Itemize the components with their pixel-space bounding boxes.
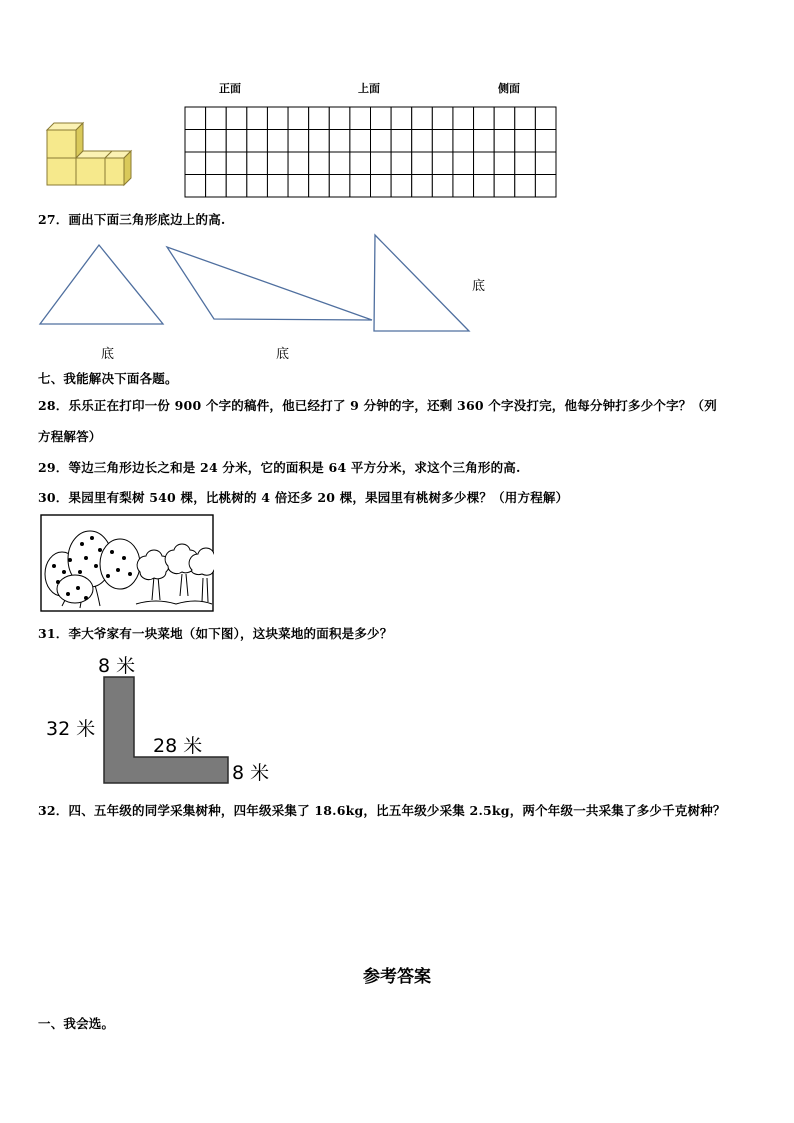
grid-cell[interactable] — [474, 130, 495, 153]
question-31-text: 31．李大爷家有一块菜地（如下图），这块菜地的面积是多少？ — [38, 626, 393, 641]
grid-cell[interactable] — [288, 175, 309, 198]
grid-cell[interactable] — [247, 152, 268, 175]
grid-cell[interactable] — [535, 107, 556, 130]
triangle-obtuse — [167, 247, 372, 320]
grid-cell[interactable] — [329, 107, 350, 130]
l-shaped-plot — [100, 674, 232, 786]
grid-cell[interactable] — [185, 107, 206, 130]
grid-cell[interactable] — [226, 175, 247, 198]
grid-cell[interactable] — [247, 130, 268, 153]
answer-section-1-heading: 一、我会选。 — [38, 1016, 115, 1031]
grid-cell[interactable] — [309, 175, 330, 198]
grid-cell[interactable] — [206, 130, 227, 153]
grid-cell[interactable] — [226, 152, 247, 175]
grid-cell[interactable] — [412, 107, 433, 130]
pear-tree-canopy — [100, 539, 140, 589]
grid-cell[interactable] — [185, 152, 206, 175]
grid-cell[interactable] — [371, 152, 392, 175]
grid-cell[interactable] — [391, 130, 412, 153]
question-30-text: 30．果园里有梨树 540 棵，比桃树的 4 倍还多 20 棵，果园里有桃树多少棵？（用方程解） — [38, 490, 569, 505]
cube-front-face — [47, 130, 76, 158]
grid-cell[interactable] — [185, 175, 206, 198]
view-label-top: 上面 — [358, 82, 380, 95]
grid-cell[interactable] — [474, 107, 495, 130]
orchard-illustration — [40, 514, 214, 612]
label-right-height: 8 米 — [232, 762, 270, 784]
grid-cell[interactable] — [412, 152, 433, 175]
grid-cell[interactable] — [350, 130, 371, 153]
base-label-acute-triangle: 底 — [101, 347, 115, 362]
triangle-acute — [40, 245, 163, 324]
grid-cell[interactable] — [226, 130, 247, 153]
cube-front-face — [76, 158, 105, 185]
view-drawing-grid[interactable] — [184, 106, 557, 198]
question-29-text: 29．等边三角形边长之和是 24 分米，它的面积是 64 平方分米，求这个三角形的高. — [38, 460, 521, 475]
grid-cell[interactable] — [515, 107, 536, 130]
grid-cell[interactable] — [432, 175, 453, 198]
grid-cell[interactable] — [267, 130, 288, 153]
answer-key-title: 参考答案 — [363, 967, 431, 987]
question-27-text: 27．画出下面三角形底边上的高. — [38, 212, 226, 227]
grid-cell[interactable] — [412, 130, 433, 153]
grid-cell[interactable] — [515, 175, 536, 198]
grid-cell[interactable] — [329, 175, 350, 198]
cube-stack-figure — [40, 118, 140, 190]
grid-cell[interactable] — [515, 130, 536, 153]
section-7-heading: 七、我能解决下面各题。 — [38, 371, 178, 386]
cube-front-face — [47, 158, 76, 185]
grid-cell[interactable] — [267, 107, 288, 130]
grid-cell[interactable] — [371, 175, 392, 198]
grid-cell[interactable] — [412, 175, 433, 198]
grid-cell[interactable] — [371, 107, 392, 130]
grid-cell[interactable] — [453, 152, 474, 175]
base-label-right-triangle: 底 — [472, 279, 486, 294]
grid-cell[interactable] — [288, 152, 309, 175]
label-left-height: 32 米 — [46, 718, 96, 740]
grid-cell[interactable] — [288, 130, 309, 153]
grid-cell[interactable] — [206, 152, 227, 175]
grid-cell[interactable] — [432, 130, 453, 153]
view-label-side: 侧面 — [498, 82, 520, 95]
view-label-front: 正面 — [219, 82, 241, 95]
grid-cell[interactable] — [309, 130, 330, 153]
grid-cell[interactable] — [453, 175, 474, 198]
question-28-line2: 方程解答） — [38, 429, 102, 444]
grid-cell[interactable] — [453, 130, 474, 153]
base-label-obtuse-triangle: 底 — [276, 347, 290, 362]
grid-cell[interactable] — [391, 107, 412, 130]
grid-cell[interactable] — [350, 175, 371, 198]
grid-cell[interactable] — [474, 152, 495, 175]
grid-cell[interactable] — [206, 107, 227, 130]
grid-cell[interactable] — [371, 130, 392, 153]
grid-cell[interactable] — [329, 130, 350, 153]
grid-cell[interactable] — [185, 130, 206, 153]
grid-cell[interactable] — [247, 107, 268, 130]
triangles-figure[interactable] — [36, 232, 476, 336]
grid-cell[interactable] — [494, 152, 515, 175]
grid-cell[interactable] — [350, 152, 371, 175]
grid-cell[interactable] — [535, 152, 556, 175]
triangle-right — [374, 235, 469, 331]
grid-cell[interactable] — [535, 175, 556, 198]
grid-cell[interactable] — [494, 107, 515, 130]
question-32-text: 32．四、五年级的同学采集树种，四年级采集了 18.6kg，比五年级少采集 2.5kg，两个年级一共采集了多少千克树种？ — [38, 803, 726, 818]
grid-cell[interactable] — [535, 130, 556, 153]
grid-cell[interactable] — [515, 152, 536, 175]
grid-cell[interactable] — [288, 107, 309, 130]
grid-cell[interactable] — [391, 152, 412, 175]
grid-cell[interactable] — [309, 152, 330, 175]
grid-cell[interactable] — [453, 107, 474, 130]
grid-cell[interactable] — [329, 152, 350, 175]
grid-cell[interactable] — [494, 175, 515, 198]
grid-cell[interactable] — [391, 175, 412, 198]
cube-front-face — [105, 158, 124, 185]
label-inner-length: 28 米 — [153, 735, 203, 757]
grid-cell[interactable] — [350, 107, 371, 130]
grid-cell[interactable] — [226, 107, 247, 130]
grid-cell[interactable] — [494, 130, 515, 153]
grid-cell[interactable] — [267, 152, 288, 175]
grid-cell[interactable] — [206, 175, 227, 198]
grid-cell[interactable] — [247, 175, 268, 198]
question-28-line1: 28．乐乐正在打印一份 900 个字的稿件，他已经打了 9 分钟的字，还剩 360 个字没打完，他每分钟打多少个字？（列 — [38, 398, 717, 413]
grid-cell[interactable] — [432, 107, 453, 130]
grid-cell[interactable] — [432, 152, 453, 175]
grid-cell[interactable] — [309, 107, 330, 130]
label-top-width: 8 米 — [98, 655, 136, 677]
grid-cell[interactable] — [267, 175, 288, 198]
grid-cell[interactable] — [474, 175, 495, 198]
